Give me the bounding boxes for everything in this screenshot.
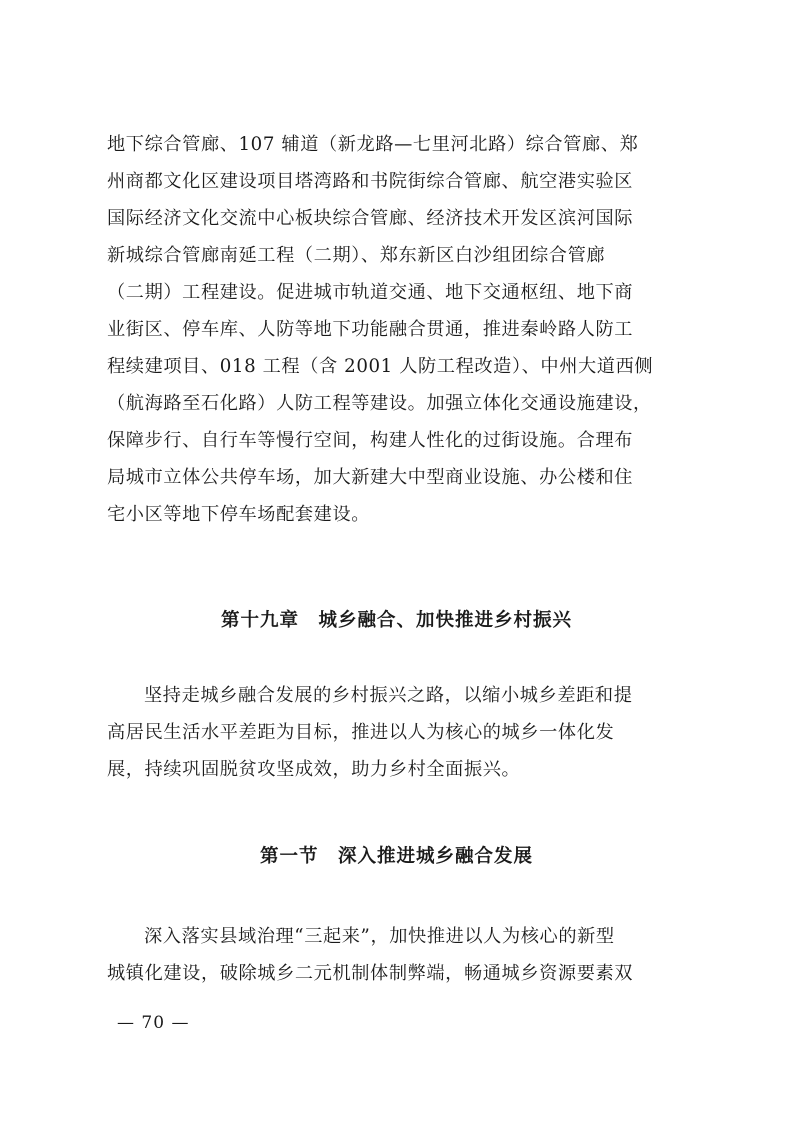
text-line: 城镇化建设，破除城乡二元机制体制弊端，畅通城乡资源要素双	[107, 963, 634, 984]
text-line: 保障步行、自行车等慢行空间，构建人性化的过街设施。合理布	[107, 430, 634, 451]
text-line: 展，持续巩固脱贫攻坚成效，助力乡村全面振兴。	[107, 759, 521, 780]
text-line: 国际经济文化交流中心板块综合管廊、经济技术开发区滨河国际	[107, 208, 634, 229]
text-line: 坚持走城乡融合发展的乡村振兴之路，以缩小城乡差距和提	[144, 685, 633, 706]
text-line: （二期）工程建设。促进城市轨道交通、地下交通枢纽、地下商	[107, 282, 634, 303]
text-line: 高居民生活水平差距为目标，推进以人为核心的城乡一体化发	[107, 722, 615, 743]
body-paragraph	[107, 677, 690, 788]
chapter-heading: 第十九章 城乡融合、加快推进乡村振兴	[220, 610, 572, 631]
text-line: 地下综合管廊、107 辅道（新龙路—七里河北路）综合管廊、郑	[107, 134, 639, 155]
text-line: 深入落实县域治理“三起来”，加快推进以人为核心的新型	[144, 926, 615, 947]
text-line: （航海路至石化路）人防工程等建设。加强立体化交通设施建设，	[107, 393, 652, 414]
text-line: 局城市立体公共停车场，加大新建大中型商业设施、办公楼和住	[107, 467, 634, 488]
section-heading: 第一节 深入推进城乡融合发展	[259, 846, 533, 867]
text-line: 业街区、停车库、人防等地下功能融合贯通，推进秦岭路人防工	[107, 319, 634, 340]
body-paragraph	[107, 126, 690, 533]
text-line: 州商都文化区建设项目塔湾路和书院街综合管廊、航空港实验区	[107, 171, 634, 192]
page-number: — 70 —	[117, 1013, 190, 1033]
text-line: 程续建项目、018 工程（含 2001 人防工程改造）、中州大道西侧	[107, 356, 654, 377]
text-line: 宅小区等地下停车场配套建设。	[107, 504, 371, 525]
text-line: 新城综合管廊南延工程（二期）、郑东新区白沙组团综合管廊	[107, 245, 606, 266]
body-paragraph	[107, 918, 690, 992]
